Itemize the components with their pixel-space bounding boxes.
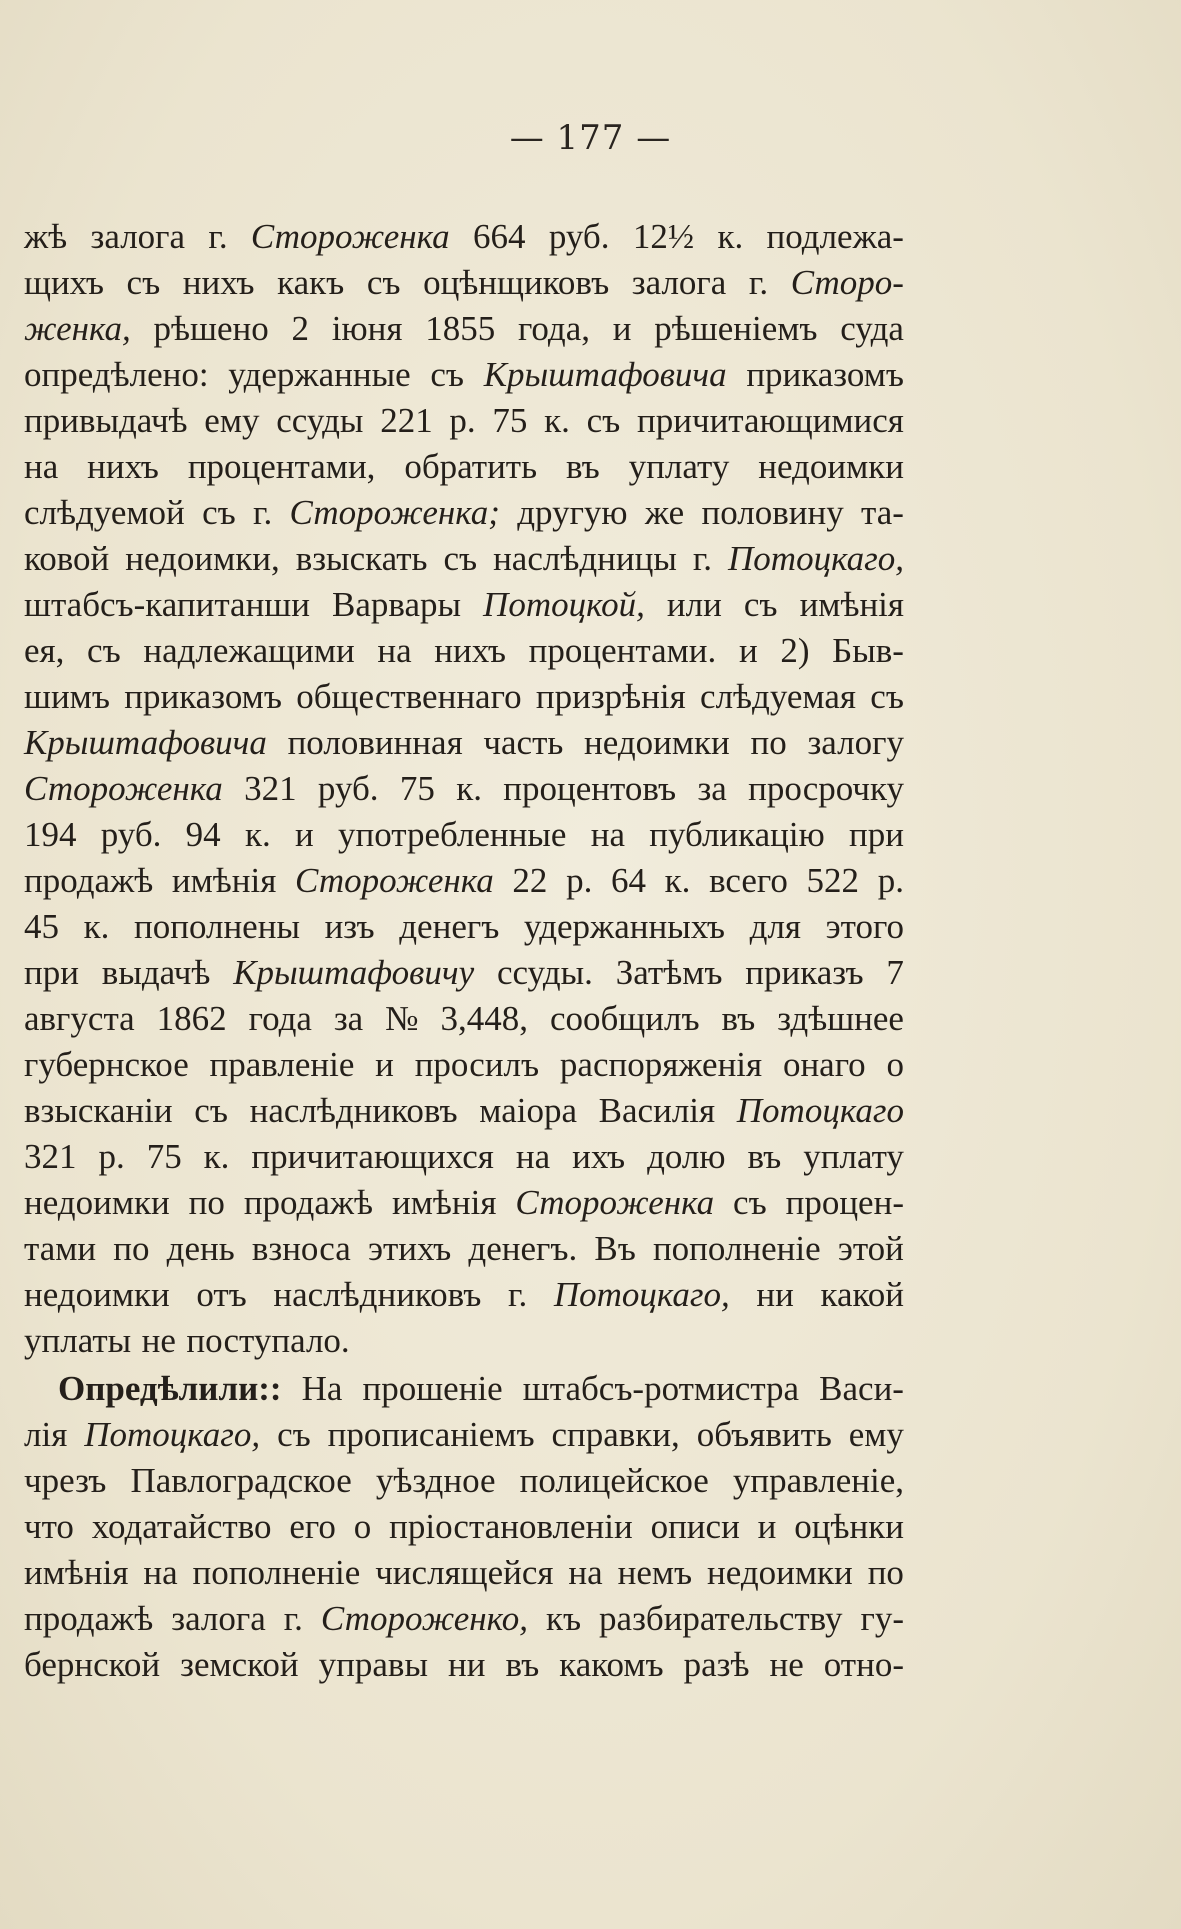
word: недоимки <box>24 1183 170 1222</box>
word: 221 <box>380 401 433 440</box>
word: г. <box>508 1275 528 1314</box>
word: щихъ <box>24 263 104 302</box>
body-text <box>24 214 904 1688</box>
word: по <box>188 1183 225 1222</box>
word: или <box>666 585 722 624</box>
word: для <box>749 907 802 946</box>
word: разѣ <box>683 1645 750 1684</box>
word: другую <box>517 493 628 532</box>
word: съ <box>126 263 161 302</box>
word: съ <box>586 401 621 440</box>
word: к. <box>717 217 744 256</box>
word: не <box>141 1321 176 1360</box>
word: іюня <box>331 309 403 348</box>
word: въ <box>505 1645 540 1684</box>
italic-word: Сторо- <box>790 263 904 302</box>
italic-word: Потоцкаго <box>736 1091 904 1130</box>
word: наслѣдниковъ <box>273 1275 482 1314</box>
text-line <box>24 1596 904 1642</box>
text-line <box>24 1366 904 1412</box>
word: какомъ <box>559 1645 664 1684</box>
word: числящейся <box>375 1553 554 1592</box>
word: взноса <box>251 1229 351 1268</box>
italic-word: Стороженка; <box>289 493 500 532</box>
italic-word: Потоцкаго, <box>553 1275 730 1314</box>
italic-word: женка, <box>24 309 131 348</box>
word: 194 <box>24 815 77 854</box>
word: этой <box>837 1229 904 1268</box>
word: к. <box>203 1137 230 1176</box>
word: рѣшено <box>153 309 269 348</box>
word: объявить <box>696 1415 832 1454</box>
word: половинная <box>287 723 463 762</box>
word: справки, <box>551 1415 680 1454</box>
text-line <box>24 1180 904 1226</box>
word: ссуды. <box>496 953 593 992</box>
word: 64 <box>610 861 646 900</box>
word: р. <box>449 401 476 440</box>
word: лія <box>24 1415 68 1454</box>
word: 1862 <box>156 999 227 1038</box>
word: половину <box>701 493 844 532</box>
text-line <box>24 536 904 582</box>
word: съ <box>870 677 904 716</box>
word: здѣшнее <box>777 999 904 1038</box>
text-line <box>24 214 904 260</box>
text-line <box>24 1088 904 1134</box>
text-line <box>24 1226 904 1272</box>
word: съ <box>194 1091 228 1130</box>
word: слѣдуемой <box>24 493 185 532</box>
word: рѣшеніемъ <box>654 309 818 348</box>
word: съ <box>87 631 121 670</box>
text-line <box>24 674 904 720</box>
word: изъ <box>324 907 375 946</box>
text-line <box>24 398 904 444</box>
word: земской <box>180 1645 299 1684</box>
word: и <box>738 631 758 670</box>
word: день <box>166 1229 235 1268</box>
word: залога <box>171 1599 266 1638</box>
word: г. <box>208 217 228 256</box>
word: к. <box>664 861 691 900</box>
word: августа <box>24 999 135 1038</box>
word: года <box>248 999 312 1038</box>
word: денегъ. <box>468 1229 578 1268</box>
word: наслѣдниковъ <box>249 1091 458 1130</box>
word: 12½ <box>632 217 695 256</box>
word: о <box>353 1507 372 1546</box>
word: съ <box>366 263 401 302</box>
page-number: — 177 — <box>509 118 672 158</box>
word: приказомъ <box>124 677 282 716</box>
italic-word: Стороженко, <box>320 1599 528 1638</box>
word: удержанныхъ <box>523 907 726 946</box>
word: года, <box>517 309 591 348</box>
word: онаго <box>782 1045 866 1084</box>
word: та- <box>861 493 904 532</box>
word: съ <box>743 585 778 624</box>
word: удержанные <box>228 355 411 394</box>
text-line <box>24 490 904 536</box>
word: недоимки <box>758 447 904 486</box>
word: процен- <box>785 1183 904 1222</box>
word: распоряженія <box>559 1045 763 1084</box>
italic-word: Потоцкаго, <box>84 1415 261 1454</box>
italic-word: Стороженка <box>250 217 450 256</box>
word: къ <box>545 1599 582 1638</box>
word: залогу <box>807 723 904 762</box>
text-line <box>24 996 904 1042</box>
word: 321 <box>244 769 297 808</box>
word: 2 <box>291 309 309 348</box>
word: недоимки <box>707 1553 853 1592</box>
word: продажѣ <box>24 1599 154 1638</box>
word: полицейское <box>519 1461 709 1500</box>
text-line <box>24 1412 904 1458</box>
word: подлежа- <box>766 217 904 256</box>
italic-word: Потоцкаго, <box>728 539 904 578</box>
word: опредѣлено: <box>24 355 209 394</box>
word: 2) <box>780 631 810 670</box>
word: г. <box>253 493 273 532</box>
text-line <box>24 950 904 996</box>
word: гу- <box>860 1599 904 1638</box>
word: просилъ <box>414 1045 540 1084</box>
word: описи <box>650 1507 740 1546</box>
word: процентами, <box>187 447 376 486</box>
word: денегъ <box>399 907 500 946</box>
word: и <box>294 815 314 854</box>
word: На <box>301 1369 343 1408</box>
italic-word: Стороженка <box>295 861 494 900</box>
word: ни <box>756 1275 794 1314</box>
word: не <box>769 1645 804 1684</box>
word: поступало. <box>186 1321 350 1360</box>
word: руб. <box>548 217 610 256</box>
word: по <box>867 1553 904 1592</box>
word: 75 <box>399 769 435 808</box>
word: 1855 <box>425 309 496 348</box>
word: к. <box>544 401 570 440</box>
text-line <box>24 1642 904 1688</box>
text-line <box>24 352 904 398</box>
word: пріостановленіи <box>389 1507 633 1546</box>
word: уплату <box>803 1137 904 1176</box>
word: суда <box>840 309 904 348</box>
word: наслѣдницы <box>493 539 677 578</box>
word: 75 <box>146 1137 182 1176</box>
word: причитающимися <box>637 401 904 440</box>
word: за <box>333 999 364 1038</box>
word: уплату <box>628 447 730 486</box>
word: Въ <box>594 1229 636 1268</box>
word: маіора <box>479 1091 577 1130</box>
text-line <box>24 1042 904 1088</box>
word: № <box>385 999 419 1038</box>
word: публикацію <box>649 815 825 854</box>
word: взыскать <box>295 539 428 578</box>
word: и <box>612 309 632 348</box>
word: продажѣ <box>24 861 154 900</box>
word: губернское <box>24 1045 189 1084</box>
word: какъ <box>277 263 345 302</box>
word: на <box>590 815 625 854</box>
text-line <box>24 858 904 904</box>
text-line <box>24 582 904 628</box>
word: пополненіе <box>652 1229 821 1268</box>
word: при <box>849 815 904 854</box>
word: на <box>377 631 412 670</box>
italic-word: Потоцкой, <box>483 585 645 624</box>
word: 22 <box>512 861 548 900</box>
word: имѣнія <box>799 585 904 624</box>
word: пополнены <box>133 907 300 946</box>
word: к. <box>244 815 271 854</box>
word: пополненіе <box>192 1553 361 1592</box>
word: имѣнія <box>392 1183 497 1222</box>
word: 522 <box>806 861 860 900</box>
word: на <box>24 447 59 486</box>
word: р. <box>98 1137 125 1176</box>
word: г. <box>748 263 769 302</box>
italic-word: Стороженка <box>515 1183 715 1222</box>
word: продажѣ <box>243 1183 374 1222</box>
word: уѣздное <box>375 1461 496 1500</box>
word: Варвары <box>332 585 462 624</box>
word: нихъ <box>182 263 255 302</box>
word: имѣнія <box>171 861 277 900</box>
word: бернской <box>24 1645 161 1684</box>
word: на <box>568 1553 603 1592</box>
word: по <box>750 723 787 762</box>
word: при <box>24 953 79 992</box>
word: ея, <box>24 631 65 670</box>
word: всего <box>709 861 788 900</box>
word: недоимки <box>584 723 730 762</box>
text-line <box>24 812 904 858</box>
word: недоимки, <box>125 539 280 578</box>
word: тами <box>24 1229 97 1268</box>
word: взысканіи <box>24 1091 173 1130</box>
text-line <box>24 306 904 352</box>
word: Затѣмъ <box>615 953 723 992</box>
word: сообщилъ <box>549 999 700 1038</box>
word: к. <box>83 907 110 946</box>
text-line <box>24 1134 904 1180</box>
word: въ <box>747 1137 782 1176</box>
word: управы <box>318 1645 428 1684</box>
word: приказъ <box>745 953 864 992</box>
word: на <box>143 1553 178 1592</box>
word: 664 <box>473 217 526 256</box>
word: надлежащими <box>143 631 355 670</box>
word: причитающихся <box>251 1137 494 1176</box>
word: что <box>24 1507 74 1546</box>
word: приказомъ <box>746 355 904 394</box>
word: какой <box>820 1275 904 1314</box>
word: долю <box>647 1137 726 1176</box>
word: ссуды <box>276 401 364 440</box>
text-line <box>24 1458 904 1504</box>
word: въ <box>721 999 756 1038</box>
bold-word: Опредѣлили:: <box>58 1369 282 1408</box>
word: и <box>375 1045 394 1084</box>
italic-word: Крыштафовича <box>483 355 727 394</box>
word: Василія <box>598 1091 716 1130</box>
word: отно- <box>823 1645 904 1684</box>
text-line <box>24 444 904 490</box>
word: съ <box>277 1415 311 1454</box>
word: чрезъ <box>24 1461 107 1500</box>
word: прописаніемъ <box>327 1415 535 1454</box>
word: ни <box>447 1645 486 1684</box>
word: слѣдуемая <box>700 677 856 716</box>
word: 75 <box>492 401 528 440</box>
word: ковой <box>24 539 110 578</box>
word: его <box>289 1507 336 1546</box>
word: Васи- <box>819 1369 904 1408</box>
word: оцѣнки <box>794 1507 904 1546</box>
word: за <box>697 769 727 808</box>
word: штабсъ-капитанши <box>24 585 310 624</box>
word: 3,448, <box>440 999 529 1038</box>
word: процентами. <box>528 631 717 670</box>
word: ходатайство <box>91 1507 272 1546</box>
word: 7 <box>886 953 904 992</box>
word: отъ <box>196 1275 247 1314</box>
word: призрѣнія <box>535 677 686 716</box>
text-line <box>24 720 904 766</box>
word: прошеніе <box>362 1369 503 1408</box>
word: г. <box>692 539 713 578</box>
text-line <box>24 260 904 306</box>
word: руб. <box>100 815 162 854</box>
word: на <box>515 1137 551 1176</box>
word: 45 <box>24 907 59 946</box>
word: этого <box>825 907 904 946</box>
word: управленіе, <box>732 1461 904 1500</box>
word: залога <box>90 217 186 256</box>
word: ему <box>204 401 260 440</box>
word: к. <box>456 769 482 808</box>
word: 94 <box>185 815 221 854</box>
word: р. <box>566 861 593 900</box>
word: разбирательству <box>599 1599 843 1638</box>
word: 321 <box>24 1137 77 1176</box>
word: употребленные <box>337 815 567 854</box>
word: съ <box>443 539 478 578</box>
word: часть <box>483 723 564 762</box>
word: жѣ <box>24 217 68 256</box>
word: ихъ <box>572 1137 626 1176</box>
word: правленіе <box>209 1045 355 1084</box>
word: имѣнія <box>24 1553 129 1592</box>
word: ему <box>848 1415 904 1454</box>
text-line <box>24 1272 904 1318</box>
text-line <box>24 904 904 950</box>
word: съ <box>430 355 465 394</box>
word: штабсъ-ротмистра <box>522 1369 800 1408</box>
word: съ <box>202 493 236 532</box>
word: о <box>886 1045 904 1084</box>
word: Быв- <box>832 631 904 670</box>
word: шимъ <box>24 677 110 716</box>
word: привыдачѣ <box>24 401 188 440</box>
word: этихъ <box>367 1229 452 1268</box>
word: же <box>644 493 685 532</box>
word: съ <box>733 1183 767 1222</box>
word: общественнаго <box>296 677 522 716</box>
italic-word: Крыштафовича <box>24 723 267 762</box>
text-line <box>24 628 904 674</box>
text-line <box>24 1504 904 1550</box>
word: оцѣнщиковъ <box>423 263 610 302</box>
italic-word: Крыштафовичу <box>233 953 475 992</box>
word: руб. <box>317 769 379 808</box>
word: нихъ <box>434 631 507 670</box>
word: недоимки <box>24 1275 170 1314</box>
text-line <box>24 766 904 812</box>
word: выдачѣ <box>101 953 211 992</box>
word: уплаты <box>24 1321 132 1360</box>
word: процентовъ <box>503 769 677 808</box>
word: обратить <box>404 447 538 486</box>
word: нихъ <box>87 447 159 486</box>
word: г. <box>283 1599 303 1638</box>
word: и <box>757 1507 777 1546</box>
italic-word: Стороженка <box>24 769 223 808</box>
word: р. <box>877 861 904 900</box>
word: по <box>113 1229 150 1268</box>
word: просрочку <box>748 769 904 808</box>
word: Павлоградское <box>130 1461 352 1500</box>
text-line <box>24 1550 904 1596</box>
word: въ <box>565 447 600 486</box>
text-line <box>24 1318 904 1364</box>
word: немъ <box>617 1553 693 1592</box>
word: залога <box>631 263 727 302</box>
